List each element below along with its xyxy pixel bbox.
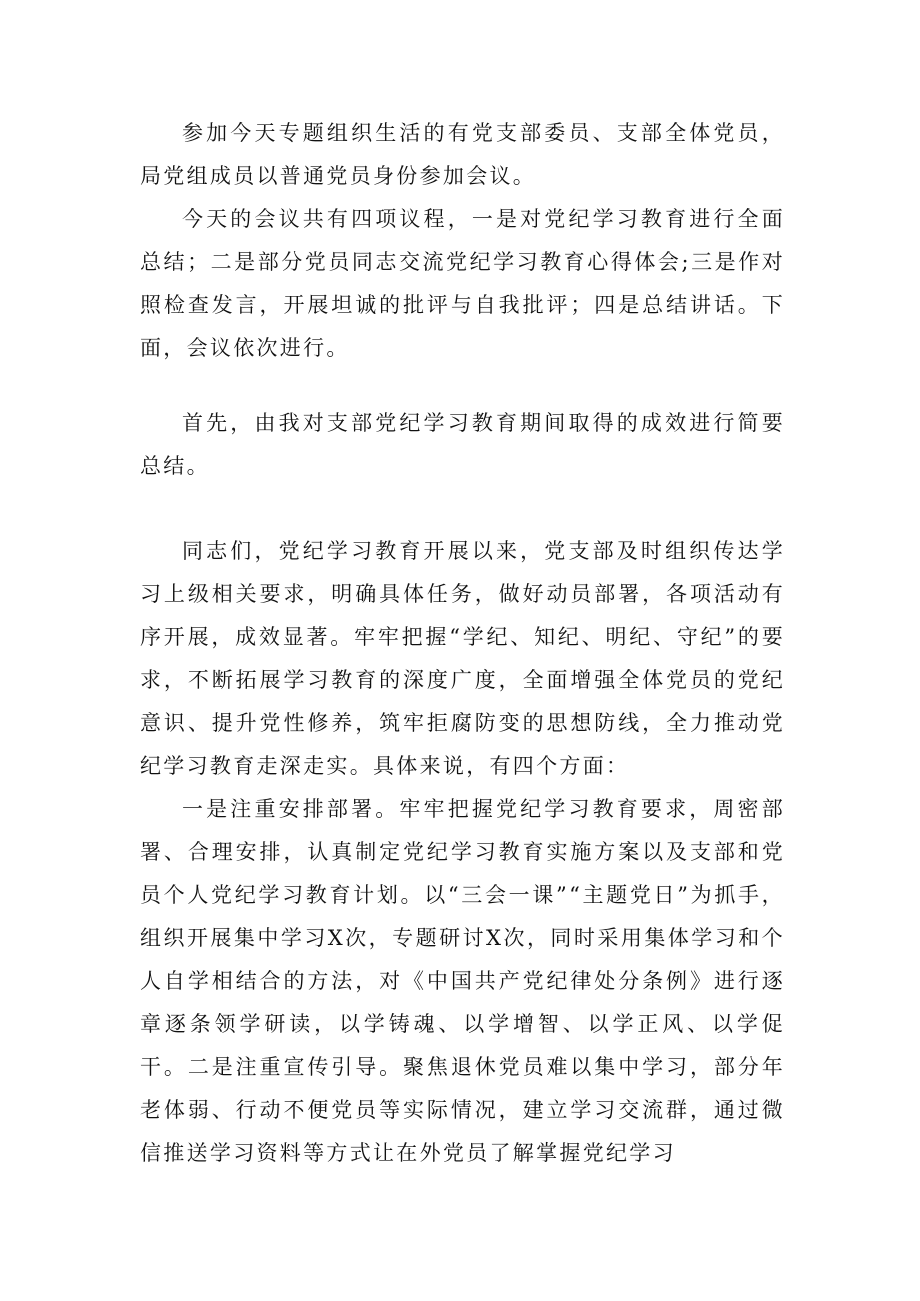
- paragraph-measures: 一是注重安排部署。牢牢把握党纪学习教育要求，周密部署、合理安排，认真制定党纪学习教育实施方案以及支部和党员个人党纪学习教育计划。以“三会一课”“主题党日”为抓手，组织开展集中学习X次，专题研讨X次，同时采用集体学习和个人自学相结合的方法，对《中国共产党纪律处分条例》进行逐章逐条领学研读，以学铸魂、以学增智、以学正风、以学促干。二是注重宣传引导。聚焦退休党员难以集中学习，部分年老体弱、行动不便党员等实际情况，建立学习交流群，通过微信推送学习资料等方式让在外党员了解掌握党纪学习: [140, 797, 785, 1165]
- paragraph-summary-intro: 首先，由我对支部党纪学习教育期间取得的成效进行简要总结。: [140, 411, 785, 478]
- paragraph-agenda: 今天的会议共有四项议程，一是对党纪学习教育进行全面总结；二是部分党员同志交流党纪学习教育心得体会;三是作对照检查发言，开展坦诚的批评与自我批评；四是总结讲话。下面，会议依次进行。: [140, 207, 785, 360]
- paragraph-attendees: 参加今天专题组织生活的有党支部委员、支部全体党员，局党组成员以普通党员身份参加会议。: [140, 121, 785, 188]
- paragraph-overview: 同志们，党纪学习教育开展以来，党支部及时组织传达学习上级相关要求，明确具体任务，做好动员部署，各项活动有序开展，成效显著。牢牢把握“学纪、知纪、明纪、守纪”的要求，不断拓展学习教育的深度广度，全面增强全体党员的党纪意识、提升党性修养，筑牢拒腐防变的思想防线，全力推动党纪学习教育走深走实。具体来说，有四个方面：: [140, 539, 785, 778]
- document-body: [140, 112, 785, 1175]
